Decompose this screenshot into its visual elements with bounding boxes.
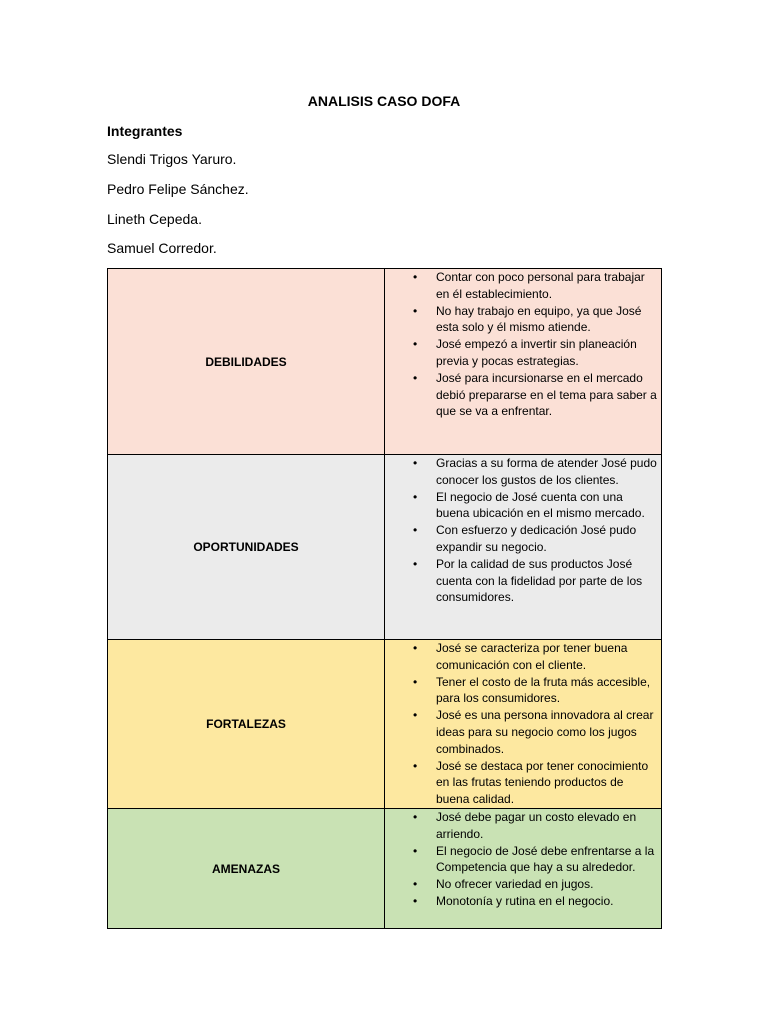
- list-item: • No ofrecer variedad en jugos.: [436, 876, 657, 893]
- dofa-row-amenazas: [108, 809, 662, 929]
- items-cell-amenazas: [385, 809, 662, 929]
- items-list: [385, 640, 661, 808]
- dofa-table: [107, 268, 662, 929]
- list-item: • El negocio de José debe enfrentarse a la Competencia que hay a su alrededor.: [436, 843, 657, 877]
- list-item: • José para incursionarse en el mercado debió prepararse en el tema para saber a que se va a enfrentar.: [436, 370, 657, 420]
- list-item: • Gracias a su forma de atender José pudo conocer los gustos de los clientes.: [436, 455, 657, 489]
- list-item: • José se destaca por tener conocimiento en las frutas teniendo productos de buena calidad.: [436, 758, 657, 808]
- member-name: Slendi Trigos Yaruro.: [107, 151, 237, 167]
- list-item: • No hay trabajo en equipo, ya que José esta solo y él mismo atiende.: [436, 303, 657, 337]
- list-item: • José empezó a invertir sin planeación previa y pocas estrategias.: [436, 336, 657, 370]
- items-cell-oportunidades: [385, 455, 662, 640]
- list-item: • Con esfuerzo y dedicación José pudo expandir su negocio.: [436, 522, 657, 556]
- dofa-row-fortalezas: [108, 640, 662, 809]
- member-name: Pedro Felipe Sánchez.: [107, 181, 249, 197]
- items-list: [385, 809, 661, 910]
- dofa-row-oportunidades: [108, 455, 662, 640]
- dofa-row-debilidades: [108, 269, 662, 455]
- list-item: • Monotonía y rutina en el negocio.: [436, 893, 657, 910]
- integrantes-heading: Integrantes: [107, 123, 183, 139]
- list-item: • Por la calidad de sus productos José cuenta con la fidelidad por parte de los consumidores.: [436, 556, 657, 606]
- category-label-oportunidades: OPORTUNIDADES: [108, 455, 385, 640]
- list-item: • José es una persona innovadora al crear ideas para su negocio como los jugos combinados.: [436, 707, 657, 757]
- category-label-amenazas: AMENAZAS: [108, 809, 385, 929]
- list-item: • Contar con poco personal para trabajar en él establecimiento.: [436, 269, 657, 303]
- list-item: • José se caracteriza por tener buena comunicación con el cliente.: [436, 640, 657, 674]
- category-label-fortalezas: FORTALEZAS: [108, 640, 385, 809]
- list-item: • José debe pagar un costo elevado en arriendo.: [436, 809, 657, 843]
- member-name: Samuel Corredor.: [107, 240, 217, 256]
- category-label-debilidades: DEBILIDADES: [108, 269, 385, 455]
- items-cell-fortalezas: [385, 640, 662, 809]
- list-item: • Tener el costo de la fruta más accesible, para los consumidores.: [436, 674, 657, 708]
- document-title: ANALISIS CASO DOFA: [307, 93, 461, 109]
- list-item: • El negocio de José cuenta con una buena ubicación en el mismo mercado.: [436, 489, 657, 523]
- member-name: Lineth Cepeda.: [107, 211, 202, 227]
- items-list: [385, 269, 661, 420]
- items-list: [385, 455, 661, 606]
- items-cell-debilidades: [385, 269, 662, 455]
